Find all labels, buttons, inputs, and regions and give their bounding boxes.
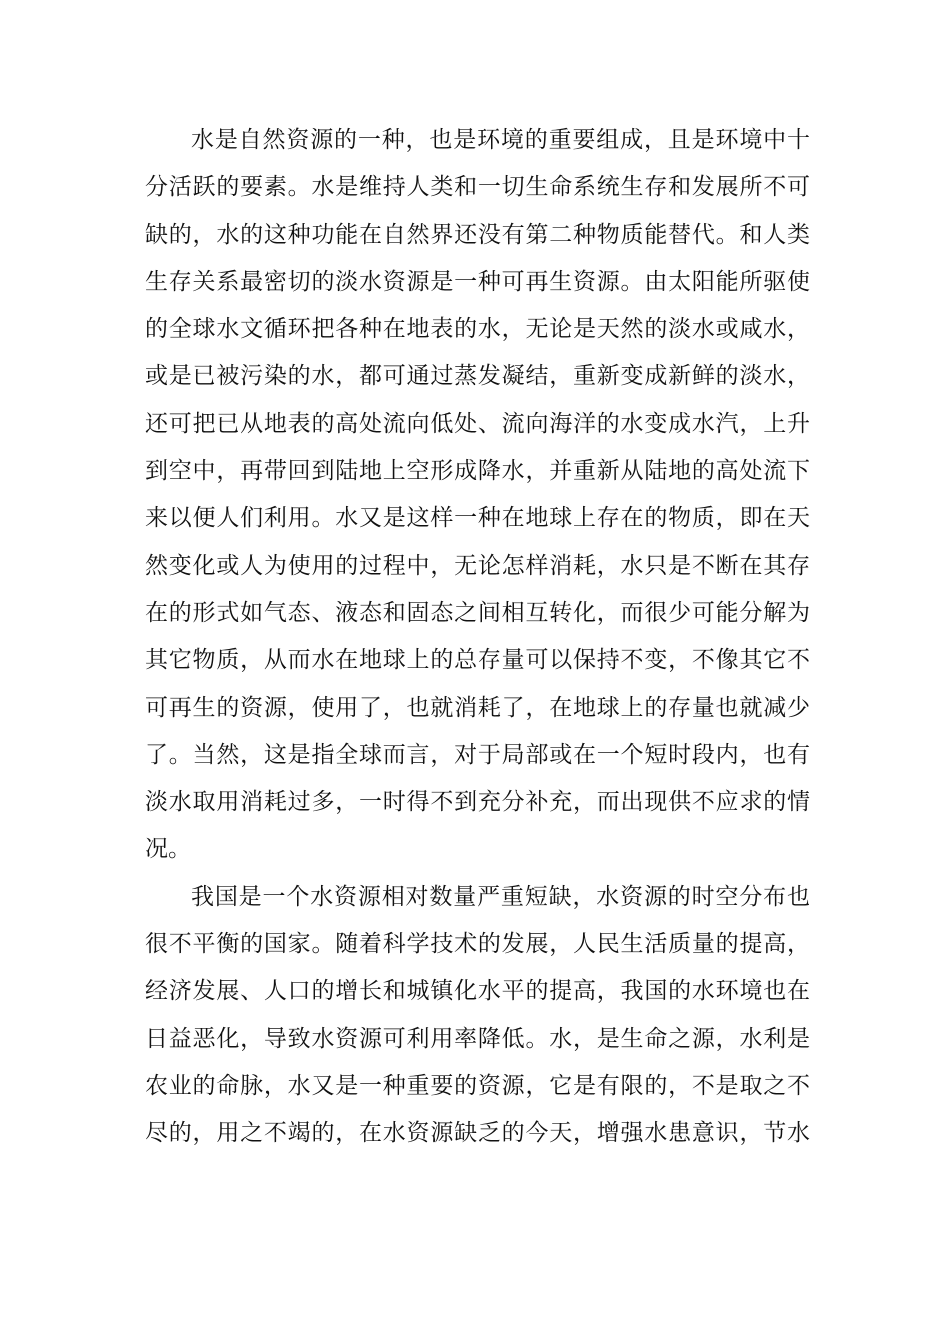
paragraph-line: 在的形式如气态、液态和固态之间相互转化，而很少可能分解为 <box>145 599 810 626</box>
paragraph-water-resource <box>145 117 810 874</box>
paragraph-line: 可再生的资源，使用了，也就消耗了，在地球上的存量也就减少 <box>145 694 810 721</box>
paragraph-line: 生存关系最密切的淡水资源是一种可再生资源。由太阳能所驱使 <box>145 268 810 295</box>
paragraph-line: 很不平衡的国家。随着科学技术的发展，人民生活质量的提高， <box>145 931 810 958</box>
paragraph-line: 我国是一个水资源相对数量严重短缺，水资源的时空分布也 <box>191 883 810 910</box>
paragraph-line: 还可把已从地表的高处流向低处、流向海洋的水变成水汽，上升 <box>145 410 810 437</box>
paragraph-line: 况。 <box>145 836 191 863</box>
paragraph-line: 农业的命脉，水又是一种重要的资源，它是有限的，不是取之不 <box>145 1072 810 1099</box>
document-body <box>145 117 810 1158</box>
paragraph-line: 或是已被污染的水，都可通过蒸发凝结，重新变成新鲜的淡水， <box>145 363 810 390</box>
paragraph-line: 尽的，用之不竭的，在水资源缺乏的今天，增强水患意识，节水 <box>145 1120 810 1147</box>
paragraph-line: 淡水取用消耗过多，一时得不到充分补充，而出现供不应求的情 <box>145 789 810 816</box>
paragraph-line: 来以便人们利用。水又是这样一种在地球上存在的物质，即在天 <box>145 505 810 532</box>
paragraph-line: 缺的，水的这种功能在自然界还没有第二种物质能替代。和人类 <box>145 221 810 248</box>
paragraph-line: 的全球水文循环把各种在地表的水，无论是天然的淡水或咸水， <box>145 316 810 343</box>
paragraph-china-water <box>145 874 810 1158</box>
paragraph-line: 了。当然，这是指全球而言，对于局部或在一个短时段内，也有 <box>145 741 810 768</box>
paragraph-line: 然变化或人为使用的过程中，无论怎样消耗，水只是不断在其存 <box>145 552 810 579</box>
paragraph-line: 到空中，再带回到陆地上空形成降水，并重新从陆地的高处流下 <box>145 458 810 485</box>
paragraph-line: 水是自然资源的一种，也是环境的重要组成，且是环境中十 <box>191 127 810 153</box>
paragraph-line: 日益恶化，导致水资源可利用率降低。水，是生命之源，水利是 <box>145 1025 810 1052</box>
paragraph-line: 其它物质，从而水在地球上的总存量可以保持不变，不像其它不 <box>145 647 810 674</box>
paragraph-line: 分活跃的要素。水是维持人类和一切生命系统生存和发展所不可 <box>145 174 810 201</box>
paragraph-line: 经济发展、人口的增长和城镇化水平的提高，我国的水环境也在 <box>145 978 810 1005</box>
